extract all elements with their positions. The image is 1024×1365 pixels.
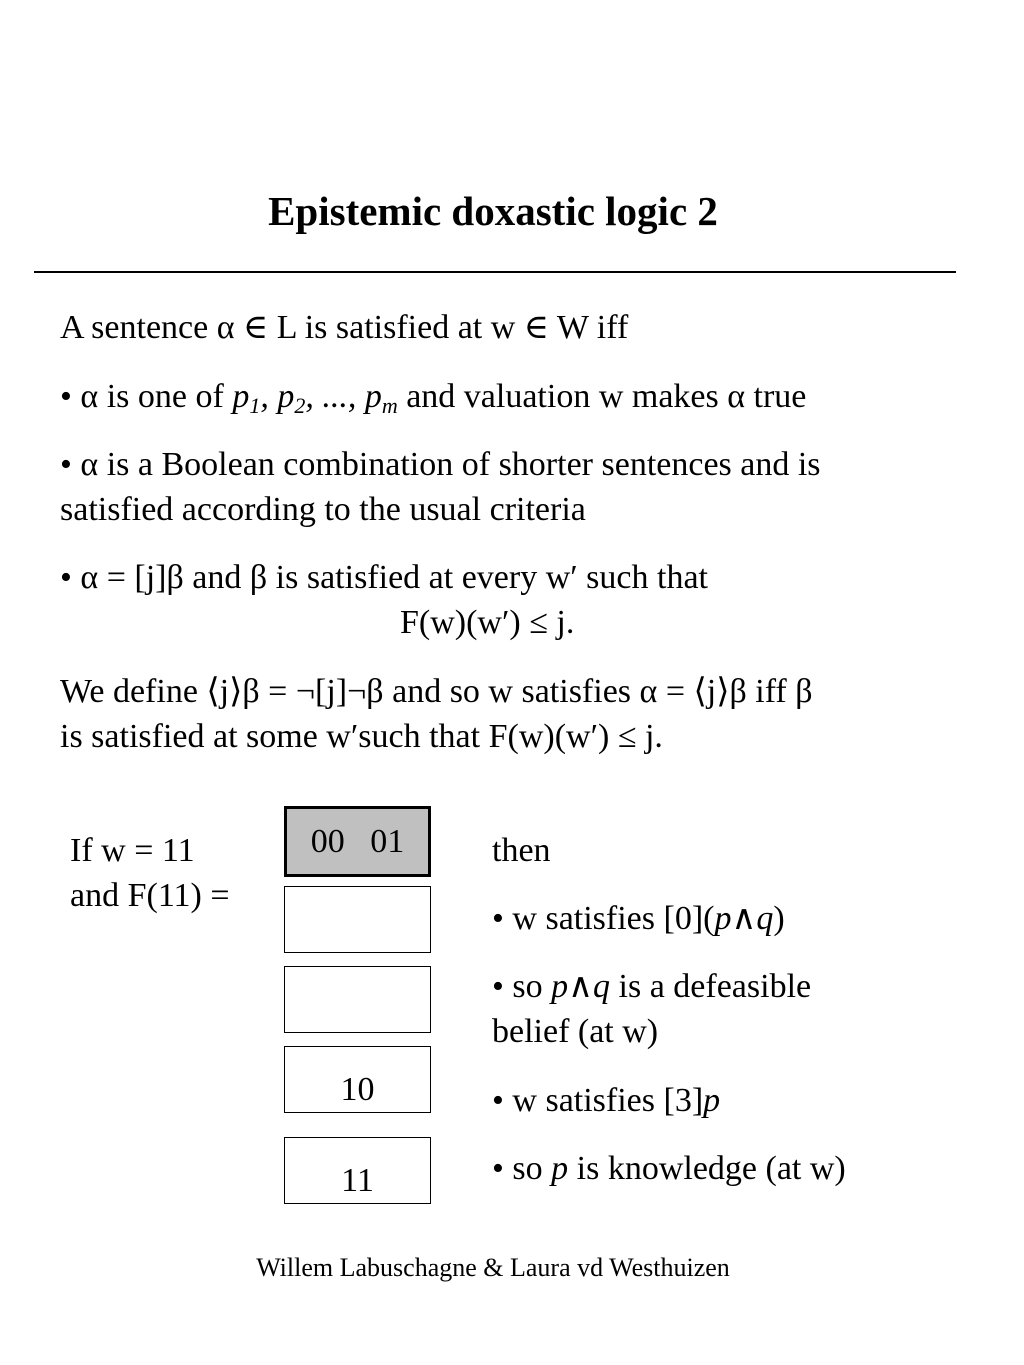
c4-prefix: • so bbox=[492, 1150, 552, 1187]
var-q: q bbox=[756, 900, 774, 937]
c2-suffix: is a defeasible bbox=[610, 968, 812, 1005]
dual-definition-line1: We define ⟨j⟩β = ¬[j]¬β and so w satisfies α = ⟨j⟩β iff β bbox=[60, 673, 813, 710]
ranking-box-level-2 bbox=[284, 966, 431, 1033]
c1-suffix: ) bbox=[773, 900, 785, 937]
conclusion-defeasible-line1 bbox=[492, 964, 811, 1009]
bullet-atomic-prefix: • α is one of bbox=[60, 378, 233, 415]
var-p: p bbox=[551, 968, 569, 1005]
bullet-atomic-suffix: and valuation w makes α true bbox=[397, 378, 807, 415]
ranking-box-text: 11 bbox=[341, 1162, 374, 1199]
var-p: p bbox=[551, 1150, 569, 1187]
ranking-box-level-1 bbox=[284, 886, 431, 953]
var-p: p bbox=[714, 900, 732, 937]
ranking-box-level-4 bbox=[284, 1137, 431, 1204]
bullet-atomic bbox=[60, 374, 806, 419]
bullet-modal-line2: F(w)(w′) ≤ j. bbox=[400, 604, 575, 641]
conclusion-knowledge bbox=[492, 1146, 846, 1191]
example-condition-line1: If w = 11 bbox=[70, 832, 195, 869]
conclusion-belief-satisfied bbox=[492, 896, 785, 941]
conclusion-then: then bbox=[492, 832, 551, 869]
sep-2: , ..., bbox=[305, 378, 365, 415]
ranking-box-text: 10 bbox=[340, 1071, 375, 1108]
sub-1: 1 bbox=[249, 393, 261, 418]
title-divider bbox=[34, 271, 956, 273]
conclusion-knowledge-satisfied bbox=[492, 1078, 720, 1123]
and-operator: ∧ bbox=[731, 900, 757, 937]
bullet-boolean-line2: satisfied according to the usual criteria bbox=[60, 491, 586, 528]
sep-1: , bbox=[260, 378, 278, 415]
bullet-boolean-line1: • α is a Boolean combination of shorter sentences and is bbox=[60, 446, 821, 483]
and-operator: ∧ bbox=[568, 968, 594, 1005]
c3-prefix: • w satisfies [3] bbox=[492, 1082, 704, 1119]
conclusion-defeasible-line2: belief (at w) bbox=[492, 1013, 659, 1050]
var-p1: p bbox=[232, 378, 250, 415]
ranking-box-text: 00 01 bbox=[310, 823, 405, 860]
c4-suffix: is knowledge (at w) bbox=[568, 1150, 846, 1187]
sub-m: m bbox=[381, 393, 398, 418]
slide-title: Epistemic doxastic logic 2 bbox=[268, 188, 718, 234]
slide-footer: Willem Labuschagne & Laura vd Westhuizen bbox=[256, 1253, 730, 1282]
example-condition-line2: and F(11) = bbox=[70, 877, 230, 914]
var-p: p bbox=[703, 1082, 721, 1119]
definition-intro: A sentence α ∈ L is satisfied at w ∈ W iff bbox=[60, 309, 629, 346]
ranking-box-level-0 bbox=[284, 806, 431, 877]
var-q: q bbox=[593, 968, 611, 1005]
var-p2: p bbox=[277, 378, 295, 415]
c1-prefix: • w satisfies [0]( bbox=[492, 900, 715, 937]
sub-2: 2 bbox=[294, 393, 306, 418]
dual-definition-line2: is satisfied at some w′such that F(w)(w′) ≤ j. bbox=[60, 718, 663, 755]
var-pm: p bbox=[364, 378, 382, 415]
bullet-modal-line1: • α = [j]β and β is satisfied at every w′ such that bbox=[60, 559, 708, 596]
c2-prefix: • so bbox=[492, 968, 552, 1005]
ranking-box-level-3 bbox=[284, 1046, 431, 1113]
